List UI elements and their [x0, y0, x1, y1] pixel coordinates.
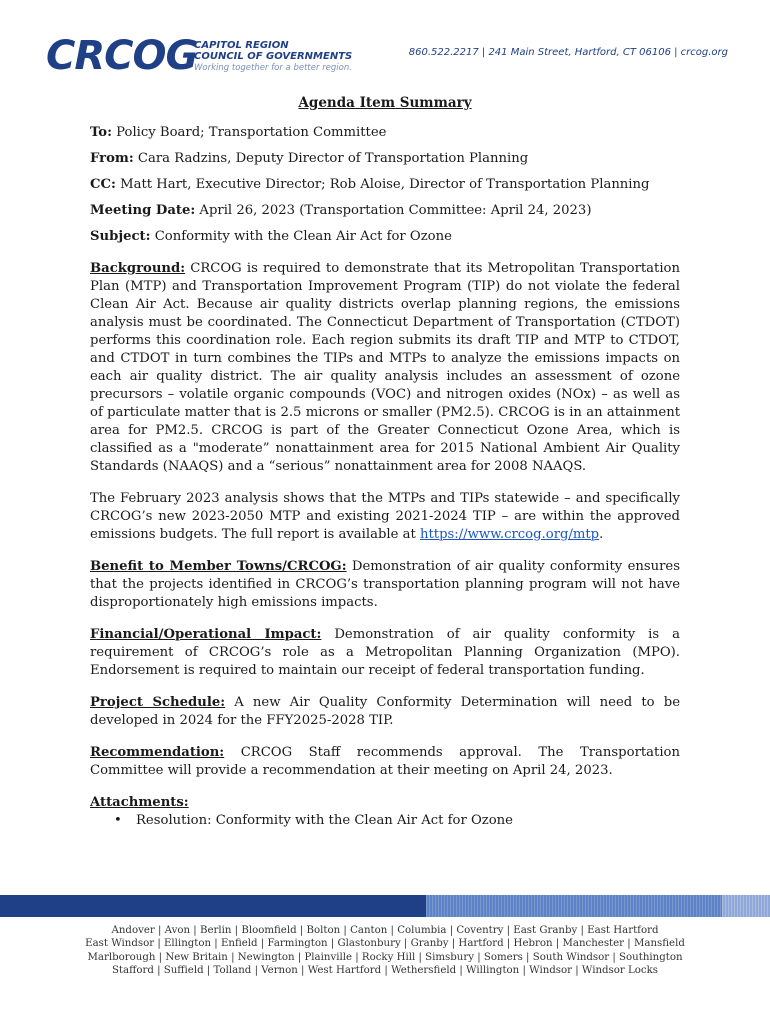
cc-value: Matt Hart, Executive Director; Rob Aloise, Director of Transportation Planning	[120, 177, 650, 192]
financial-section	[90, 626, 680, 680]
meta-date	[90, 202, 680, 220]
memo-body	[90, 94, 680, 830]
footer-color-band	[0, 895, 770, 917]
recommendation-section	[90, 744, 680, 780]
meta-from	[90, 150, 680, 168]
org-tagline: Working together for a better region.	[194, 63, 352, 73]
bullet-icon: •	[114, 813, 122, 828]
to-label: To:	[90, 125, 112, 140]
contact-info: 860.522.2217 | 241 Main Street, Hartford, CT 06106 | crcog.org	[408, 47, 728, 58]
org-name-line1: CAPITOL REGION	[194, 40, 289, 51]
date-label: Meeting Date:	[90, 203, 196, 218]
from-value: Cara Radzins, Deputy Director of Transportation Planning	[137, 151, 529, 166]
member-towns-footer	[60, 924, 710, 978]
page-title: Agenda Item Summary	[298, 95, 472, 111]
benefit-heading: Benefit to Member Towns/CRCOG:	[90, 559, 347, 574]
footer-line-4: Stafford | Suffield | Tolland | Vernon | West Hartford | Wethersfield | Willington | Windsor | Windsor Locks	[111, 965, 659, 977]
attachment-item	[114, 812, 680, 830]
financial-heading: Financial/Operational Impact:	[90, 627, 322, 642]
date-value: April 26, 2023 (Transportation Committee: April 24, 2023)	[199, 203, 592, 218]
band-dark-segment	[0, 895, 426, 917]
from-label: From:	[90, 151, 134, 166]
schedule-section	[90, 694, 680, 730]
mtp-report-link[interactable]: https://www.crcog.org/mtp	[419, 527, 600, 542]
analysis-text: The February 2023 analysis shows that the MTPs and TIPs statewide – and specifically CRCOG’s new 2023-2050 MTP and existing 2021-2024 TIP – are within the approved emissions budgets. The full report is available at	[90, 491, 680, 542]
meta-to	[90, 124, 680, 142]
band-mid-segment	[426, 895, 722, 917]
footer-line-3: Marlborough | New Britain | Newington | Plainville | Rocky Hill | Simsbury | Somers | South Windsor | Southington	[87, 951, 683, 963]
recommendation-text: CRCOG Staff recommends approval. The Transportation Committee will provide a recommendation at their meeting on April 24, 2023.	[90, 745, 680, 778]
attachment-item-text: Resolution: Conformity with the Clean Air Act for Ozone	[136, 813, 513, 828]
subject-label: Subject:	[90, 229, 151, 244]
analysis-text-end: .	[599, 527, 604, 542]
background-text: CRCOG is required to demonstrate that its Metropolitan Transportation Plan (MTP) and Transportation Improvement Program (TIP) do not violate the federal Clean Air Act. Because air quality districts overlap planning regions, the emissions analysis must be coordinated. The Connecticut Department of Transportation (CTDOT) performs this coordination role. Each region submits its draft TIP and MTP to CTDOT, and CTDOT in turn combines the TIPs and MTPs to analyze the emissions impacts on each air quality district. The air quality analysis includes an assessment of ozone precursors – volatile organic compounds (VOC) and nitrogen oxides (NOx) – as well as of particulate matter that is 2.5 microns or smaller (PM2.5). CRCOG is in an attainment area for PM2.5. CRCOG is part of the Greater Connecticut Ozone Area, which is classified as a "moderate” nonattainment area for 2015 National Ambient Air Quality Standards (NAAQS) and a “serious” nonattainment area for 2008 NAAQS.	[90, 261, 680, 474]
org-name-line2: COUNCIL OF GOVERNMENTS	[194, 51, 353, 62]
schedule-text: A new Air Quality Conformity Determination will need to be developed in 2024 for the FFY2025-2028 TIP.	[90, 695, 680, 728]
letterhead	[46, 33, 736, 80]
meta-subject	[90, 228, 680, 246]
cc-label: CC:	[90, 177, 116, 192]
attachments-heading: Attachments:	[90, 795, 189, 810]
footer-line-1: Andover | Avon | Berlin | Bloomfield | Bolton | Canton | Columbia | Coventry | East Granby | East Hartford	[111, 925, 659, 936]
recommendation-heading: Recommendation:	[90, 745, 225, 760]
to-value: Policy Board; Transportation Committee	[116, 125, 387, 140]
schedule-heading: Project Schedule:	[90, 695, 226, 710]
benefit-section	[90, 558, 680, 612]
financial-text: Demonstration of air quality conformity is a requirement of CRCOG’s role as a Metropolitan Planning Organization (MPO). Endorsement is required to maintain our receipt of federal transportation funding.	[90, 627, 680, 678]
footer-line-2: East Windsor | Ellington | Enfield | Farmington | Glastonbury | Granby | Hartford | Hebron | Manchester | Mansfield	[85, 938, 685, 950]
analysis-paragraph	[90, 490, 680, 544]
org-name-block	[194, 40, 352, 74]
band-light-segment	[722, 895, 770, 917]
crcog-logo: CRCOG	[46, 33, 198, 79]
background-heading: Background:	[90, 261, 186, 276]
subject-value: Conformity with the Clean Air Act for Ozone	[154, 229, 452, 244]
background-section	[90, 260, 680, 476]
meta-cc	[90, 176, 680, 194]
benefit-text: Demonstration of air quality conformity ensures that the projects identified in CRCOG’s transportation planning program will not have disproportionately high emissions impacts.	[90, 559, 681, 610]
